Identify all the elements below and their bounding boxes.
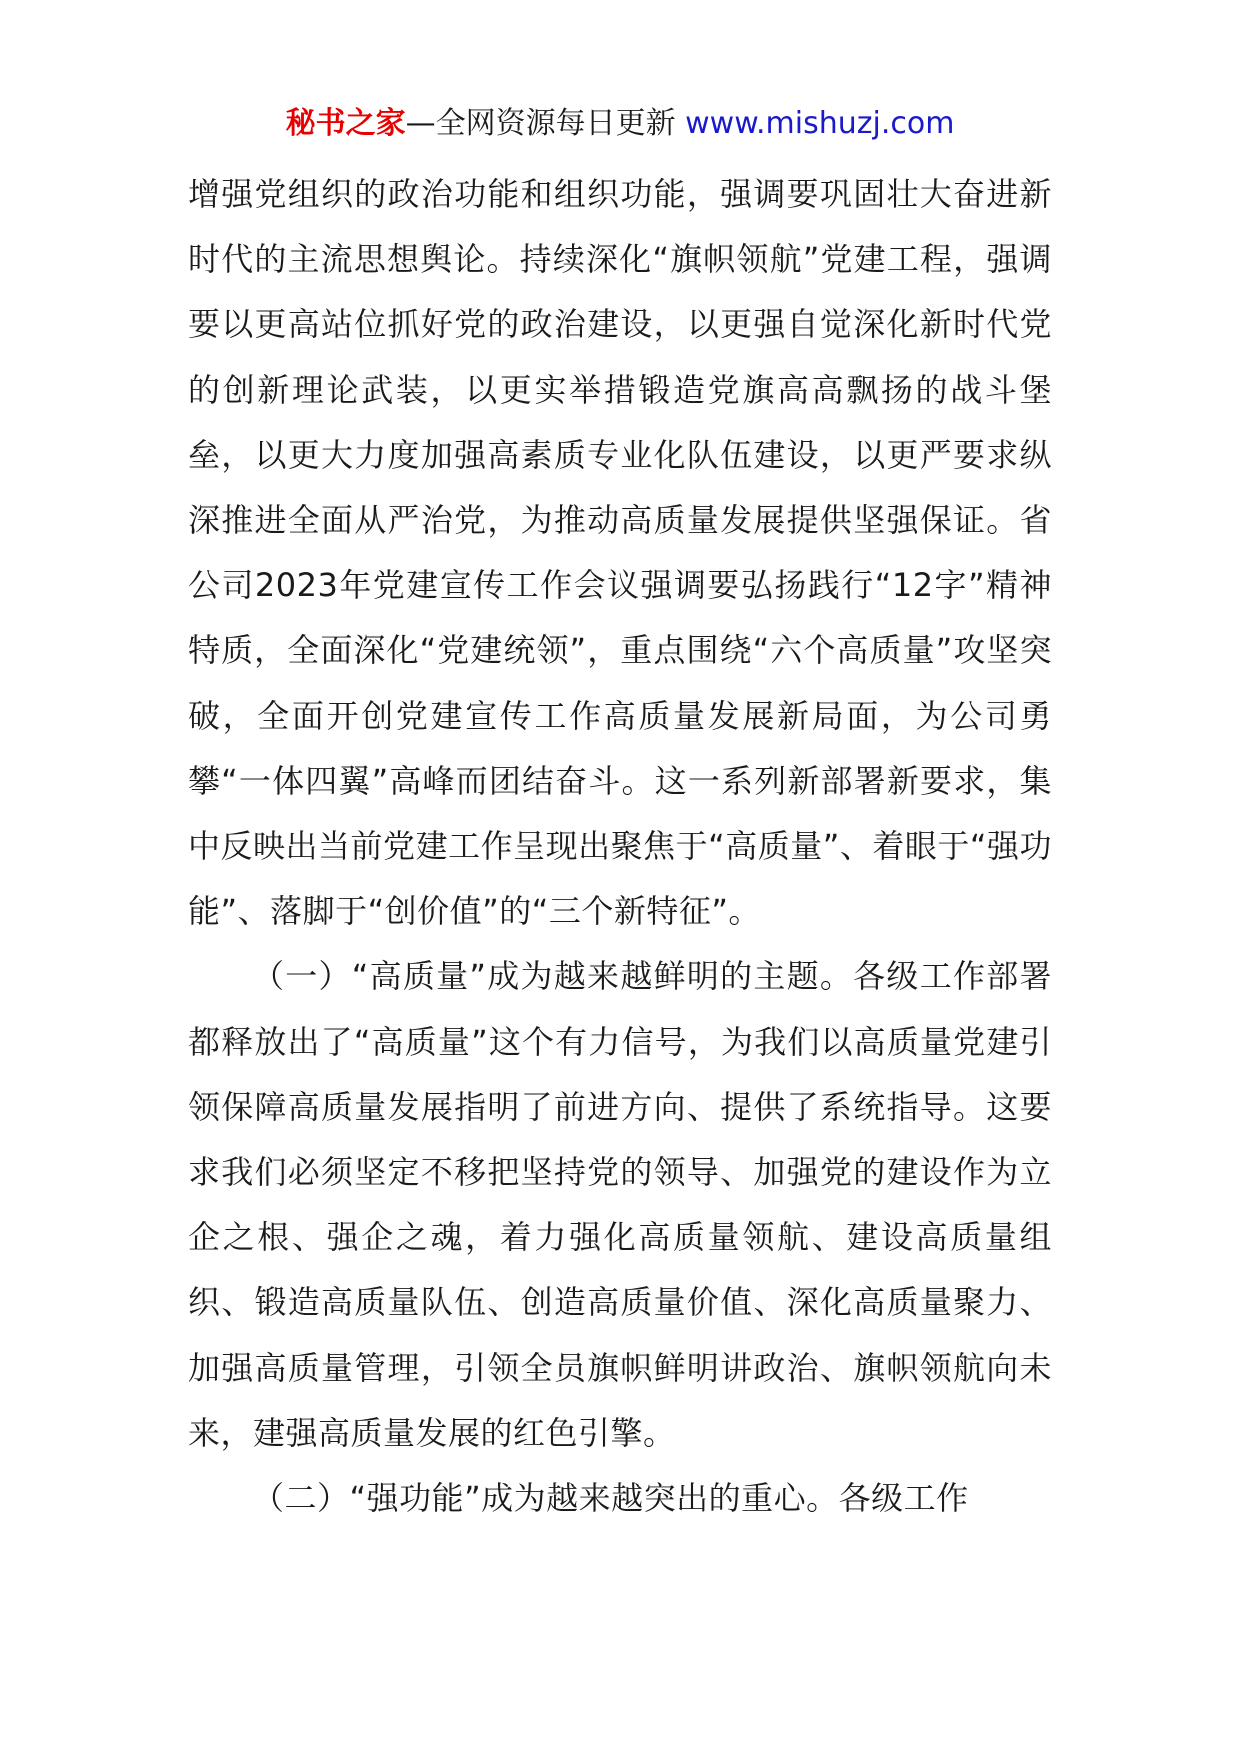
brand-name: 秘书之家 [285,106,406,141]
header-tagline: —全网资源每日更新 [405,106,676,141]
paragraph-section-1: （一）“高质量”成为越来越鲜明的主题。各级工作部署都释放出了“高质量”这个有力信号，为我们以高质量党建引领保障高质量发展指明了前进方向、提供了系统指导。这要求我们必须坚定不移把坚持党的领导、加强党的建设作为立企之根、强企之魂，着力强化高质量领航、建设高质量组织、锻造高质量队伍、创造高质量价值、深化高质量聚力、加强高质量管理，引领全员旗帜鲜明讲政治、旗帜领航向未来，建强高质量发展的红色引擎。 [188,957,1052,1452]
document-body [188,162,1052,1531]
paragraph-intro: 增强党组织的政治功能和组织功能，强调要巩固壮大奋进新时代的主流思想舆论。持续深化“旗帜领航”党建工程，强调要以更高站位抓好党的政治建设，以更强自觉深化新时代党的创新理论武装，以更实举措锻造党旗高高飘扬的战斗堡垒，以更大力度加强高素质专业化队伍建设，以更严要求纵深推进全面从严治党，为推动高质量发展提供坚强保证。省公司2023年党建宣传工作会议强调要弘扬践行“12字”精神特质，全面深化“党建统领”，重点围绕“六个高质量”攻坚突破，全面开创党建宣传工作高质量发展新局面，为公司勇攀“一体四翼”高峰而团结奋斗。这一系列新部署新要求，集中反映出当前党建工作呈现出聚焦于“高质量”、着眼于“强功能”、落脚于“创价值”的“三个新特征”。 [188,175,1052,931]
paragraph-section-2: （二）“强功能”成为越来越突出的重心。各级工作 [252,1479,969,1518]
website-link[interactable]: www.mishuzj.com [685,106,955,141]
page-header [0,100,1240,148]
